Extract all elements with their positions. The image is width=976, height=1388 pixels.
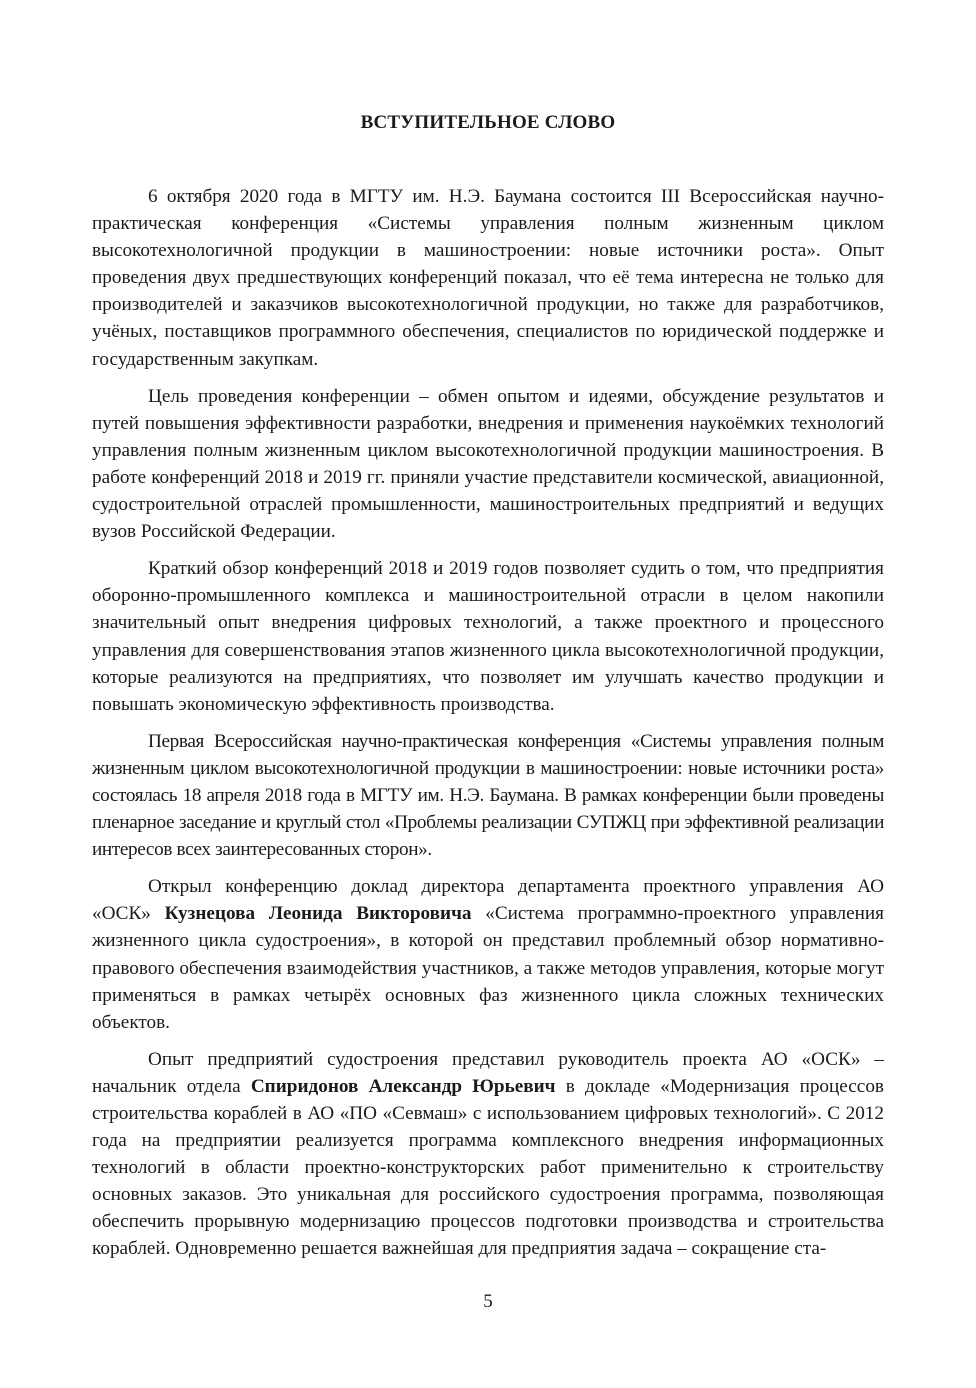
paragraph-text: в докладе «Модернизация процессов строительства кораблей в АО «ПО «Севмаш» с использованием цифровых технологий». С 2012 года на предприятии реализуется программа комплексного внедрения информационных технологий в области проектно-конструкторских работ применительно к строительству основных заказов. Это уникальная для российского судостроения программа, позволяющая обеспечить прорывную модернизацию процессов подготовки производства и строительства кораблей. Одновременно решается важнейшая для предприятия задача – сокращение ста- [92,1075,884,1260]
paragraph [92,555,884,718]
paragraph [92,383,884,546]
paragraph-text: Краткий обзор конференций 2018 и 2019 годов позволяет судить о том, что предприятия оборонно-промышленного комплекса и машиностроительной отрасли в целом накопили значительный опыт внедрения цифровых технологий, а также проектного и процессного управления для совершенствования этапов жизненного цикла высокотехнологичной продукции, которые реализуются на предприятиях, что позволяет им улучшать качество продукции и повышать экономическую эффективность производства. [92,558,884,715]
paragraph [92,728,884,863]
paragraph-text: 6 октября 2020 года в МГТУ им. Н.Э. Баумана состоится III Всероссийская научно-практическая конференция «Системы управления полным жизненным циклом высокотехнологичной продукции в машиностроении: новые источники роста». Опыт проведения двух предшествующих конференций показал, что её тема интересна не только для производителей и заказчиков высокотехнологичной продукции, но также для разработчиков, учёных, поставщиков программного обеспечения, специалистов по юридической поддержке и государственным закупкам. [92,186,884,370]
body-text [92,183,884,1273]
paragraph-text: Открыл конференцию доклад директора департамента проектного управления АО «ОСК» [92,876,884,925]
paragraph-text: Цель проведения конференции – обмен опытом и идеями, обсуждение результатов и путей повышения эффективности разработки, внедрения и применения наукоёмких технологий управления полным жизненным циклом высокотехнологичной продукции машиностроения. В работе конференций 2018 и 2019 гг. приняли участие представители космической, авиационной, судостроительной отраслей промышленности, машиностроительных предприятий и ведущих вузов Российской Федерации. [92,385,884,543]
paragraph [92,183,884,373]
paragraph-text: Первая Всероссийская научно-практическая конференция «Системы управления полным жизненным циклом высокотехнологичной продукции в машиностроении: новые источники роста» состоялась 18 апреля 2018 года в МГТУ им. Н.Э. Баумана. В рамках конференции были проведены пленарное заседание и круглый стол «Проблемы реализации СУПЖЦ при эффективной реализации интересов всех заинтересованных сторон». [92,730,884,861]
speaker-name: Спиридонов Александр Юрьевич [250,1075,556,1097]
paragraph [92,873,884,1036]
paragraph-text: Опыт предприятий судостроения представил руководитель проекта АО «ОСК» – начальник отдела [92,1048,884,1097]
page-title: ВСТУПИТЕЛЬНОЕ СЛОВО [360,112,616,133]
speaker-name: Кузнецова Леонида Викторовича [164,903,472,925]
paragraph-text: «Система программно-проектного управления жизненного цикла судостроения», в которой он представил проблемный обзор нормативно-правового обеспечения взаимодействия участников, а также методов управления, которые могут применяться в рамках четырёх основных фаз жизненного цикла сложных технических объектов. [92,903,885,1033]
page-number: 5 [483,1291,493,1312]
paragraph [92,1046,884,1263]
